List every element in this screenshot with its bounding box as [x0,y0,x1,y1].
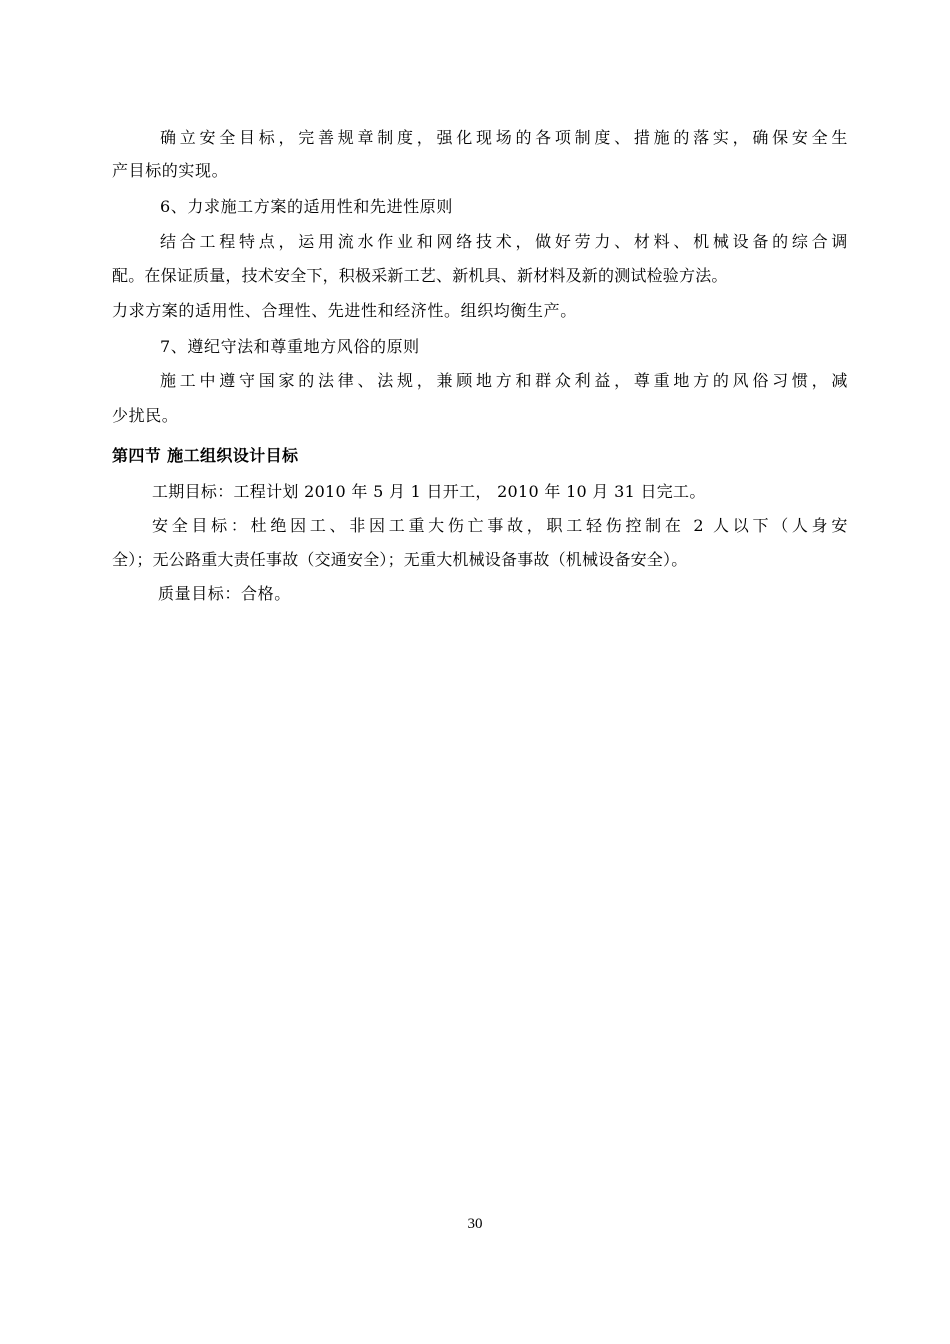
paragraph-principle-7-line-1: 施工中遵守国家的法律、法规，兼顾地方和群众利益，尊重地方的风俗习惯，减 [160,371,848,390]
safety-goal-line-2: 全）；无公路重大责任事故（交通安全）；无重大机械设备事故（机械设备安全）。 [112,550,688,569]
paragraph-safety-goal-line-2: 产目标的实现。 [112,161,229,180]
paragraph-principle-6-line-1: 结合工程特点，运用流水作业和网络技术，做好劳力、材料、机械设备的综合调 [160,232,848,251]
principle-6-title: 6、力求施工方案的适用性和先进性原则 [160,197,453,216]
principle-7-title: 7、遵纪守法和尊重地方风俗的原则 [160,337,420,356]
quality-goal: 质量目标：合格。 [158,584,291,603]
paragraph-principle-6-line-3: 力求方案的适用性、合理性、先进性和经济性。组织均衡生产。 [112,301,577,320]
schedule-goal: 工期目标：工程计划 2010 年 5 月 1 日开工， 2010 年 10 月 31 日完工。 [152,482,706,501]
safety-goal-line-1: 安全目标：杜绝因工、非因工重大伤亡事故，职工轻伤控制在 2 人以下（人身安 [152,516,848,535]
paragraph-principle-7-line-2: 少扰民。 [112,406,179,425]
section-heading: 第四节 施工组织设计目标 [112,446,299,465]
paragraph-safety-goal-line-1: 确立安全目标，完善规章制度，强化现场的各项制度、措施的落实，确保安全生 [160,128,848,147]
paragraph-principle-6-line-2: 配。在保证质量，技术安全下，积极采新工艺、新机具、新材料及新的测试检验方法。 [112,266,728,285]
page-number: 30 [467,1216,483,1232]
